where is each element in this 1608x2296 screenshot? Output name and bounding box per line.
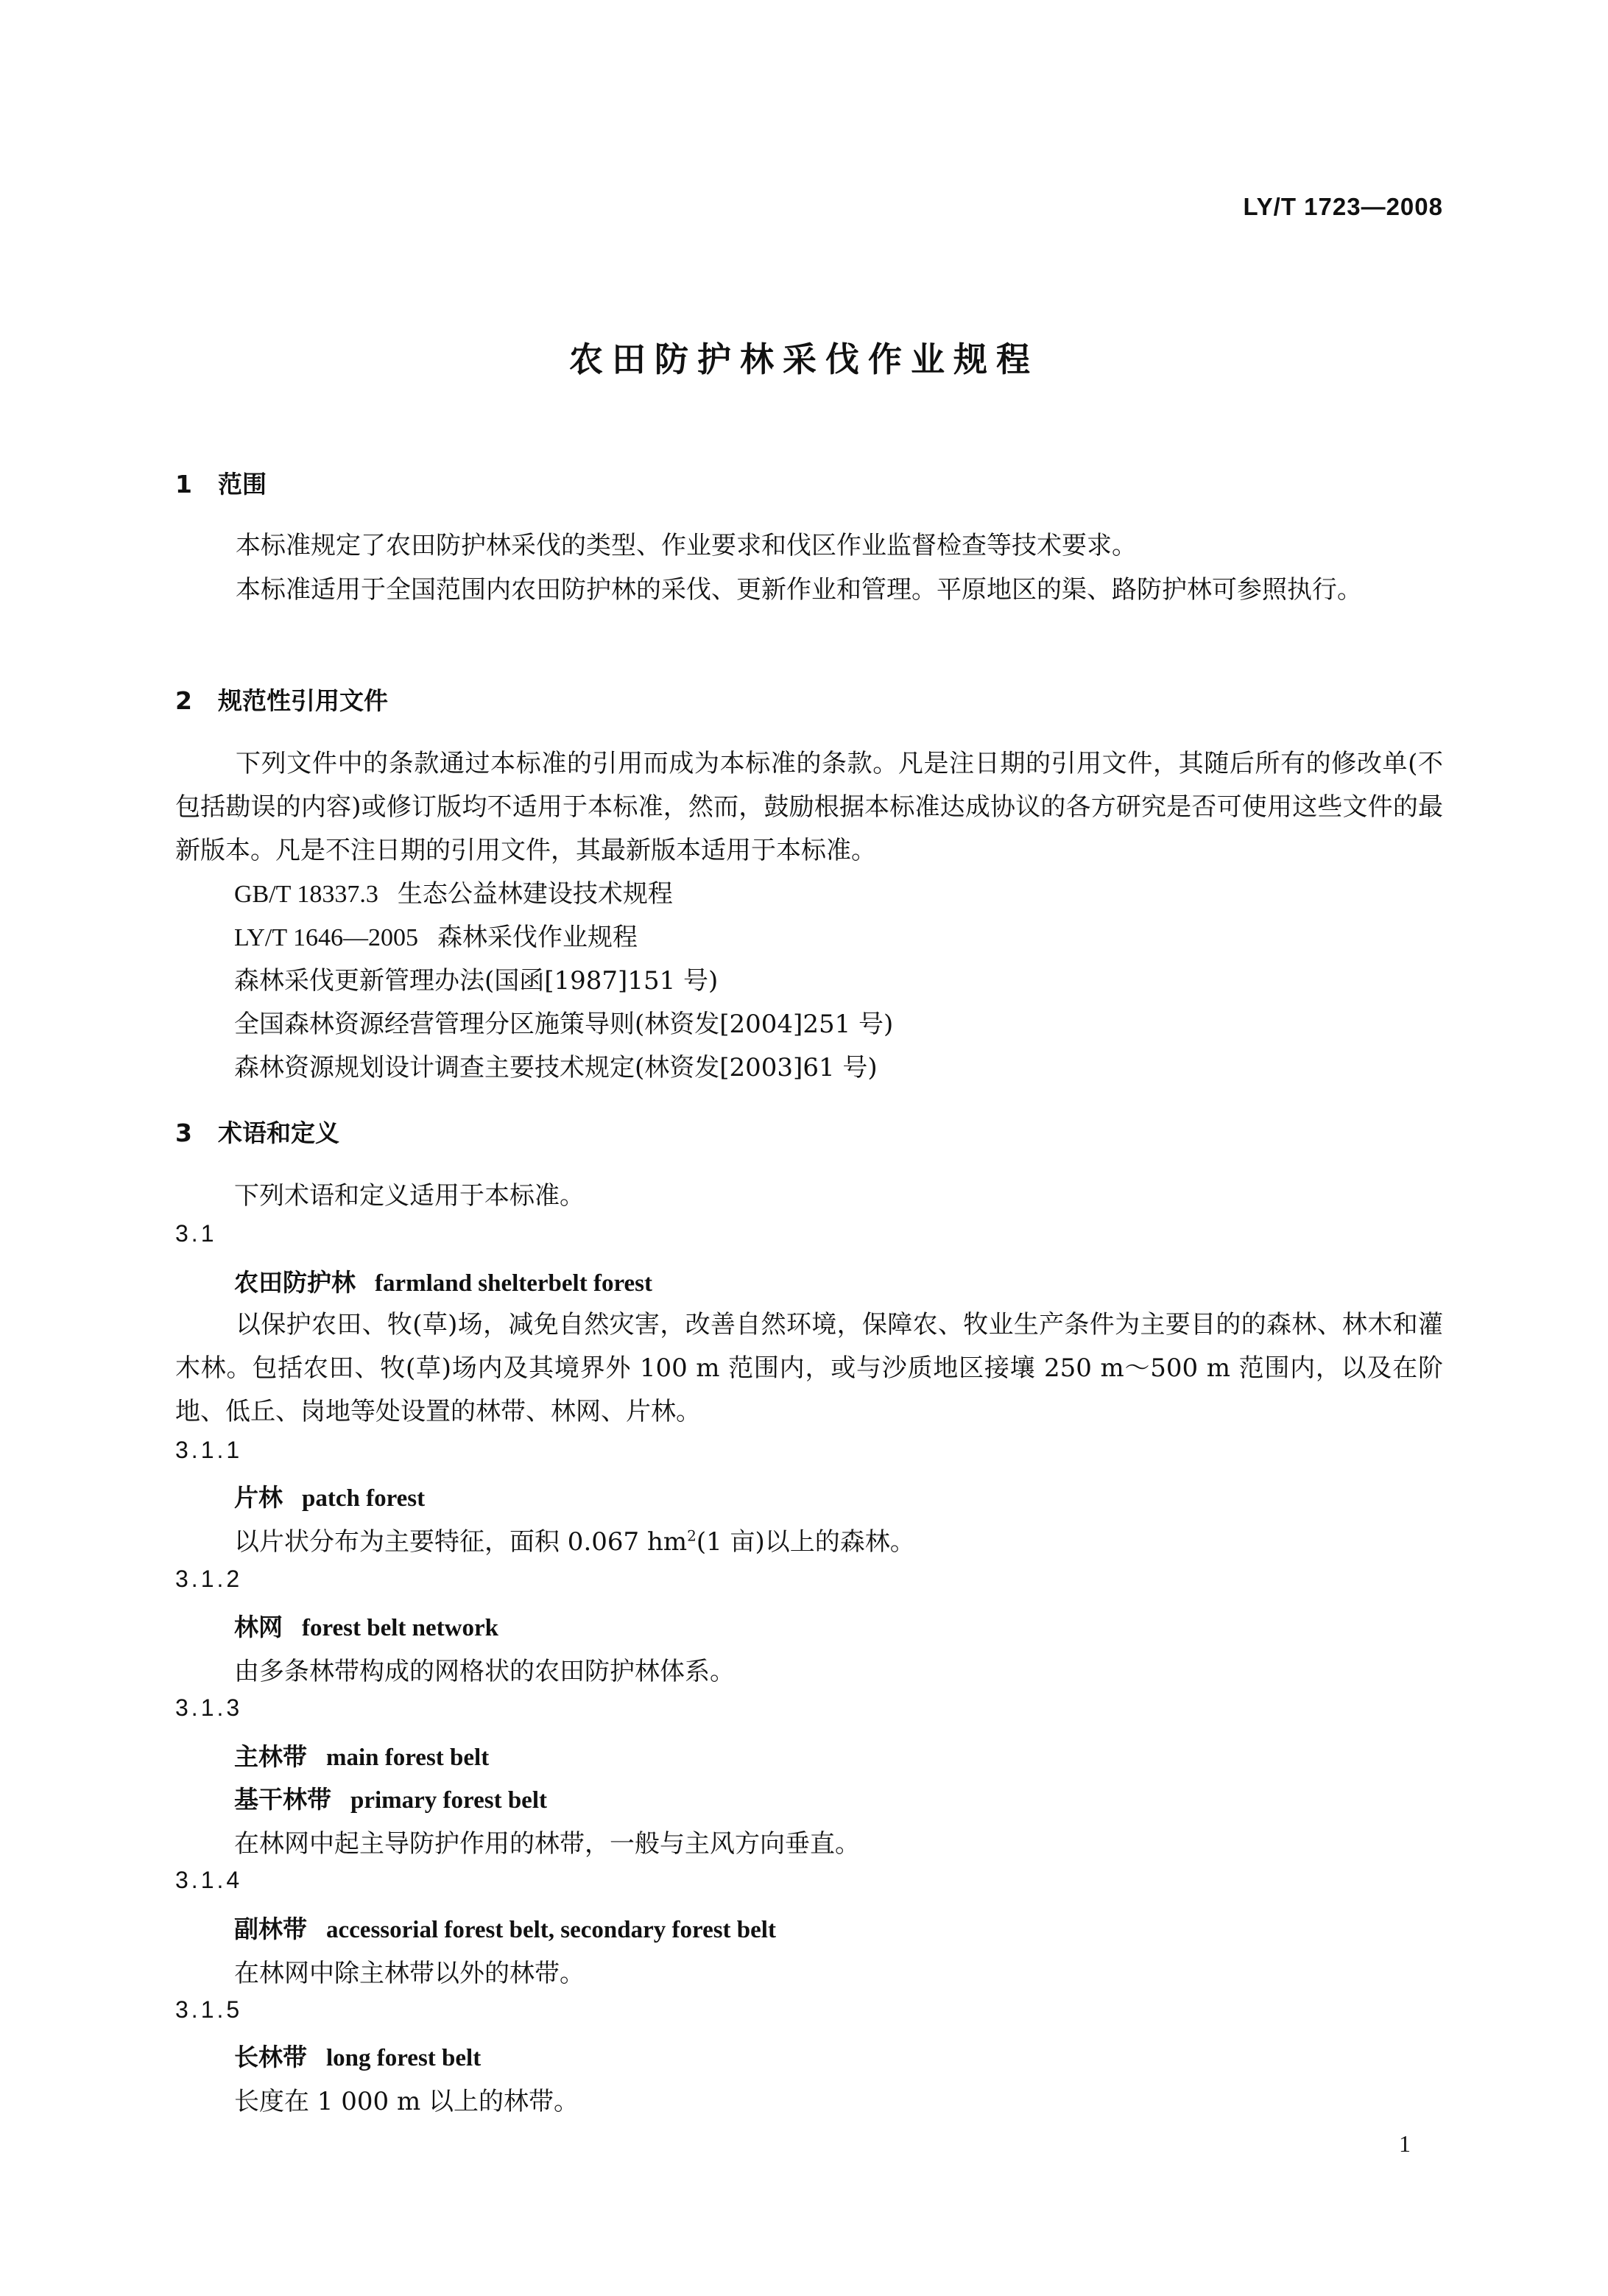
section-1-heading [175,465,267,500]
section-2-heading [175,682,388,716]
reference-item [234,960,718,996]
reference-code: LY/T 1646—2005 [234,924,419,951]
term-english: accessorial forest belt, secondary forest belt [326,1917,776,1943]
term-entry [234,2038,481,2073]
clause-number: 3.1.4 [175,1867,243,1893]
section-number: 2 [175,686,192,715]
term-definition: 长度在 1 000 m 以上的林带。 [234,2087,579,2116]
term-definition: 在林网中除主林带以外的林带。 [234,1959,585,1988]
term-chinese: 主林带 [234,1742,307,1771]
reference-item [234,917,638,953]
reference-title: 生态公益林建设技术规程 [397,879,673,909]
reference-title: 全国森林资源经营管理分区施策导则(林资发[2004]251 号) [234,1010,894,1039]
term-entry [234,1738,489,1772]
page-number: 1 [1399,2130,1411,2157]
clause-number: 3.1 [175,1220,217,1247]
term-entry [234,1910,776,1945]
clause-number: 3.1.5 [175,1996,243,2023]
term-entry-synonym [234,1781,547,1815]
section-number: 1 [175,470,192,499]
superscript: 2 [687,1526,697,1545]
section-3-heading [175,1114,339,1149]
term-entry [234,1608,498,1643]
reference-item [234,873,673,909]
term-english: main forest belt [326,1744,490,1771]
section-title: 术语和定义 [218,1119,339,1147]
clause-number: 3.1.3 [175,1694,243,1721]
section-3-intro: 下列术语和定义适用于本标准。 [234,1181,585,1211]
section-2-paragraph: 下列文件中的条款通过本标准的引用而成为本标准的条款。凡是注日期的引用文件，其随后所有的修改单(不包括勘误的内容)或修订版均不适用于本标准，然而，鼓励根据本标准达成协议的各方研究是否可使用这些文件的最新版本。凡是不注日期的引用文件，其最新版本适用于本标准。 [175,749,1443,865]
reference-title: 森林采伐更新管理办法(国函[1987]151 号) [234,966,719,996]
term-english: primary forest belt [350,1787,547,1814]
term-definition: 由多条林带构成的网格状的农田防护林体系。 [234,1657,735,1686]
term-chinese: 长林带 [234,2043,307,2071]
term-definition: 在林网中起主导防护作用的林带，一般与主风方向垂直。 [234,1829,860,1859]
term-definition: 以保护农田、牧(草)场，减免自然灾害，改善自然环境，保障农、牧业生产条件为主要目的的森林、林木和灌木林。包括农田、牧(草)场内及其境界外 100 m 范围内，或与沙质地区接壤 250 m～500 m 范围内，以及在阶地、低丘、岗地等处设置的林带、林网、片林。 [175,1310,1443,1426]
reference-item [234,1004,893,1040]
definition-text: (1 亩)以上的森林。 [696,1527,915,1557]
term-definition [234,1521,915,1557]
term-chinese: 基干林带 [234,1785,331,1814]
clause-number: 3.1.1 [175,1437,243,1463]
term-entry [234,1264,652,1298]
term-chinese: 副林带 [234,1915,307,1943]
section-1-paragraph-1: 本标准规定了农田防护林采伐的类型、作业要求和伐区作业监督检查等技术要求。 [236,531,1137,560]
term-english: patch forest [302,1485,426,1512]
section-title: 规范性引用文件 [218,686,388,715]
document-title: 农田防护林采伐作业规程 [569,339,1039,379]
term-english: forest belt network [302,1615,498,1641]
term-chinese: 农田防护林 [234,1268,356,1297]
reference-item [234,1047,878,1083]
term-entry [234,1479,425,1513]
term-chinese: 片林 [234,1483,283,1512]
term-english: farmland shelterbelt forest [375,1270,652,1297]
reference-code: GB/T 18337.3 [234,881,378,908]
section-1-paragraph-2: 本标准适用于全国范围内农田防护林的采伐、更新作业和管理。平原地区的渠、路防护林可参照执行。 [236,575,1362,605]
term-english: long forest belt [326,2045,482,2071]
section-number: 3 [175,1119,192,1147]
reference-title: 森林资源规划设计调查主要技术规定(林资发[2003]61 号) [234,1053,878,1082]
clause-number: 3.1.2 [175,1566,243,1592]
term-chinese: 林网 [234,1613,283,1641]
standard-number: LY/T 1723—2008 [1243,193,1443,220]
section-title: 范围 [218,470,267,499]
definition-text: 以片状分布为主要特征，面积 0.067 hm [234,1527,688,1557]
reference-title: 森林采伐作业规程 [437,923,638,952]
